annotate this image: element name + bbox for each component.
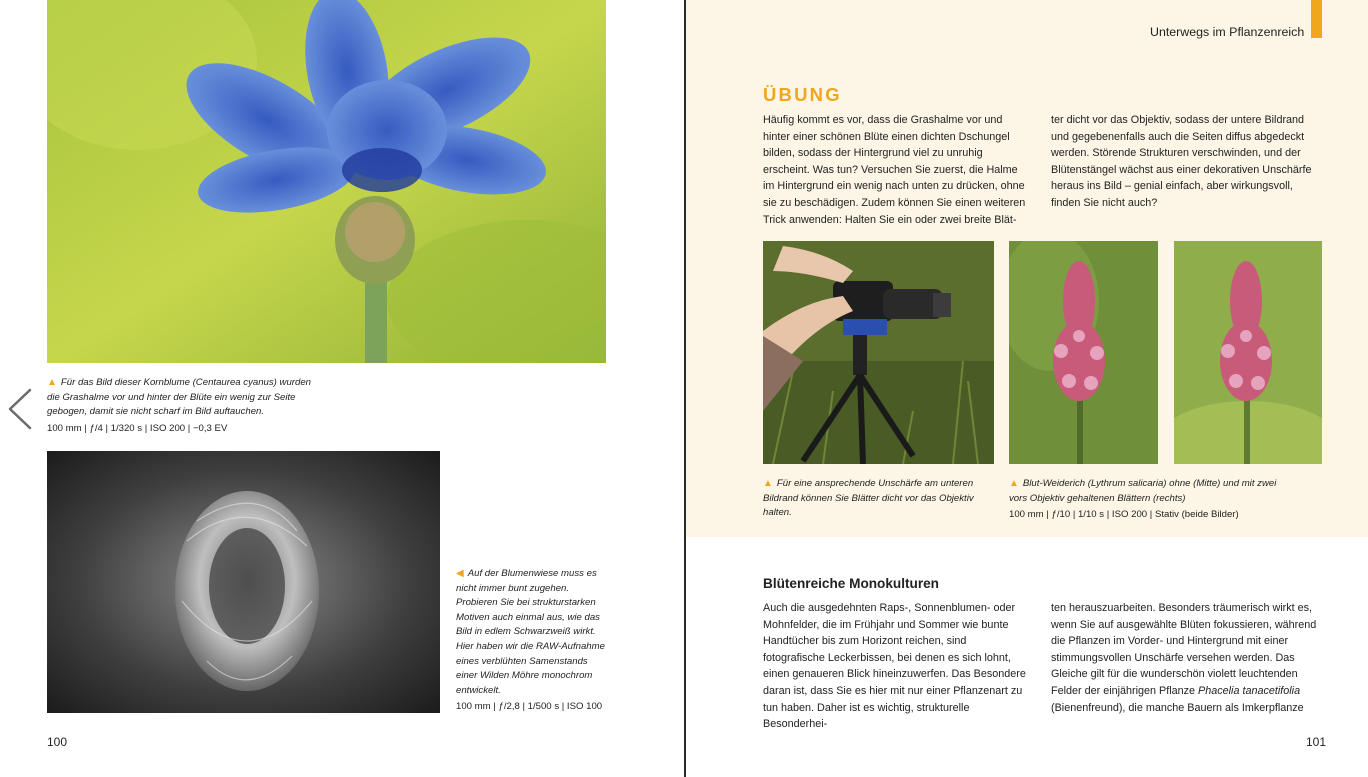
wild-carrot-bw-photo	[47, 451, 440, 713]
running-head: Unterwegs im Pflanzenreich	[1150, 25, 1305, 39]
loosestrife-photo-without-leaves	[1009, 241, 1158, 464]
wild-carrot-caption-meta: 100 mm | ƒ/2,8 | 1/500 s | ISO 100	[456, 701, 603, 713]
section-column-2	[1051, 600, 1322, 718]
page-number-right: 101	[1306, 735, 1327, 749]
exercise-heading: ÜBUNG	[763, 84, 842, 105]
cornflower-photo	[47, 0, 606, 363]
camera-caption-text: Für eine ansprechende Unschärfe am unteren Bildrand können Sie Blätter dicht vor das Objektiv halten.	[763, 478, 974, 519]
section-column-2-text-b: (Bienenfreund), die manche Bauern als Imkerpflanze	[1051, 701, 1304, 714]
cornflower-caption-text: Für das Bild dieser Kornblume (Centaurea cyanus) wurden die Grashalme vor und hinter der Blüte ein wenig zur Seite gebogen, damit sie nicht scharf im Bild auftauchen.	[47, 377, 311, 418]
caption-pointer-icon: ▲	[763, 478, 773, 489]
chapter-tab	[1311, 0, 1322, 38]
exercise-column-1: Häufig kommt es vor, dass die Grashalme vor und hinter einer schönen Blüte einen dichten Dschungel bilden, sodass der Hintergrund viel zu unruhig erscheint. Was tun? Versuchen Sie zuerst, die Halme im Hintergrund ein wenig nach unten zu drücken, ohne sie zu beschädigen. Zudem können Sie einen weiteren Trick anwenden: Halten Sie ein oder zwei breite Blät-	[763, 114, 1026, 226]
caption-pointer-icon: ◀	[456, 568, 464, 579]
cornflower-caption	[47, 376, 319, 436]
section-heading: Blütenreiche Monokulturen	[763, 576, 939, 591]
loosestrife-caption-meta: 100 mm | ƒ/10 | 1/10 s | ISO 200 | Stativ (beide Bilder)	[1009, 509, 1239, 521]
caption-pointer-icon: ▲	[1009, 478, 1019, 489]
exercise-column-2: ter dicht vor das Objektiv, sodass der untere Bildrand und gegebenenfalls auch die Seiten diffus abgedeckt werden. Störende Strukturen verschwinden, und der Blütenstängel wächst aus einer dekorativen Unschärfe heraus ins Bild – genial einfach, aber wirkungsvoll, finden Sie nicht auch?	[1051, 114, 1312, 209]
loosestrife-caption	[1009, 477, 1277, 522]
caption-pointer-icon: ▲	[47, 377, 57, 388]
section-column-1: Auch die ausgedehnten Raps-, Sonnenblumen- oder Mohnfelder, die im Frühjahr und Sommer wie bunte Handtücher bis zum Horizont reichen, sind fotografische Leckerbissen, bei denen es sich lohnt, einen genaueren Blick hineinzuwerfen. Das Besondere daran ist, dass Sie es hier mit nur einer Pflanzenart zu tun haben. Daher ist es wichtig, strukturelle Besonderhei-	[763, 602, 1026, 731]
previous-page-arrow-icon	[2, 386, 36, 432]
wild-carrot-caption	[456, 567, 608, 714]
prev-page-button[interactable]	[2, 386, 36, 432]
cornflower-caption-meta: 100 mm | ƒ/4 | 1/320 s | ISO 200 | −0,3 EV	[47, 422, 228, 434]
loosestrife-caption-text: Blut-Weiderich (Lythrum salicaria) ohne (Mitte) und mit zwei vors Objektiv gehaltenen Blättern (rechts)	[1009, 478, 1277, 504]
loosestrife-photo-with-leaves	[1174, 241, 1322, 464]
section-column-2-species: Phacelia tanacetifolia	[1198, 684, 1301, 697]
wild-carrot-caption-text: Auf der Blumenwiese muss es nicht immer bunt zugehen. Probieren Sie bei strukturstarken Motiven auch einmal aus, wie das Bild in edlem Schwarzweiß wirkt. Hier haben wir die RAW-Aufnahme eines verblühten Samenstands einer Wilden Möhre monochrom entwickelt.	[456, 568, 605, 696]
section-column-2-text-a: ten herauszuarbeiten. Besonders träumerisch wirkt es, wenn Sie auf ausgewählte Blüten fokussieren, während die Pflanzen im Vorder- und Hintergrund mit einer stimmungsvollen Unschärfe versehen werden. Das Gleiche gilt für die wunderschön violett leuchtenden Felder der einjährigen Pflanze	[1051, 602, 1317, 697]
camera-caption	[763, 477, 995, 521]
page-number-left: 100	[47, 735, 68, 749]
camera-tripod-photo	[763, 241, 994, 464]
